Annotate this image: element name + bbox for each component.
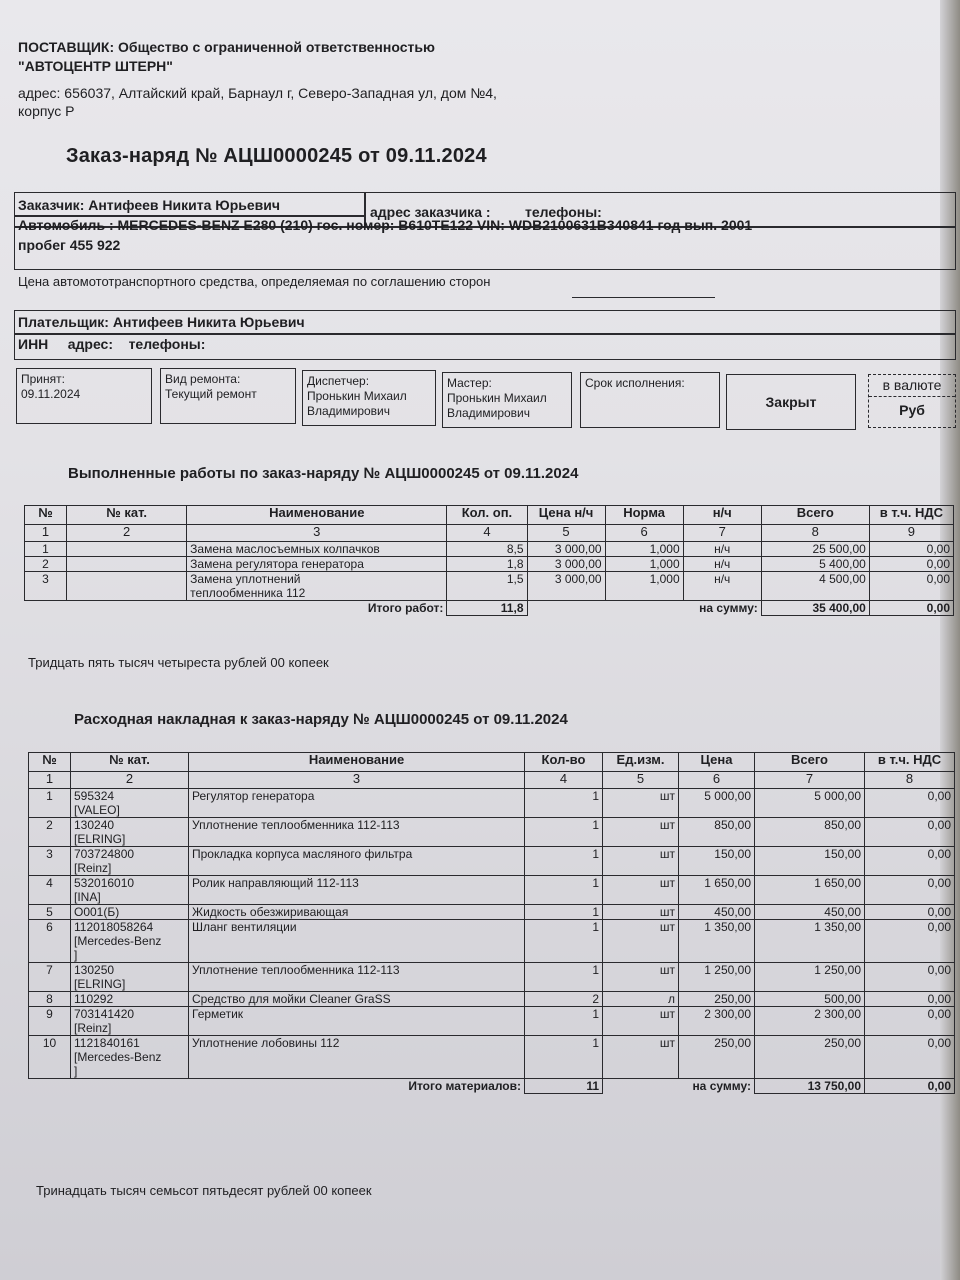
vat: 0,00 [865, 963, 955, 992]
col-number: 5 [527, 525, 605, 542]
total: 1 350,00 [755, 920, 865, 963]
vat: 0,00 [869, 557, 953, 572]
qty: 1 [525, 876, 603, 905]
row-number: 1 [29, 789, 71, 818]
material-name: Жидкость обезжиривающая [189, 905, 525, 920]
table-row [25, 557, 954, 572]
qty: 1 [525, 963, 603, 992]
total: 2 300,00 [755, 1007, 865, 1036]
dispatcher-box [302, 370, 436, 426]
materials-sum-total: 13 750,00 [755, 1079, 865, 1094]
works-total-row [25, 601, 954, 616]
dispatcher-value-1: Пронькин Михаил [307, 389, 407, 403]
row-number: 1 [25, 542, 67, 557]
vat: 0,00 [865, 920, 955, 963]
material-name: Уплотнение лобовины 112 [189, 1036, 525, 1079]
master-label: Мастер: [447, 376, 492, 390]
materials-sum-in-words: Тринадцать тысяч семьсот пятьдесят рублей 00 копеек [36, 1183, 372, 1198]
status-value: Закрыт [765, 393, 817, 410]
mileage: пробег 455 922 [18, 237, 121, 253]
qty: 8,5 [447, 542, 527, 557]
total: 450,00 [755, 905, 865, 920]
materials-total-row [29, 1079, 955, 1094]
works-col-header: Кол. оп. [447, 506, 527, 525]
supplier-line2: "АВТОЦЕНТР ШТЕРН" [18, 58, 173, 74]
unit: шт [603, 1036, 679, 1079]
total: 150,00 [755, 847, 865, 876]
works-sum-total: 35 400,00 [761, 601, 869, 616]
row-number: 2 [29, 818, 71, 847]
supplier-address-line2: корпус Р [18, 103, 75, 119]
works-col-header: № кат. [67, 506, 187, 525]
price: 2 300,00 [679, 1007, 755, 1036]
document-title: Заказ-наряд № АЦШ0000245 от 09.11.2024 [66, 145, 487, 167]
works-table [24, 505, 954, 616]
accepted-label: Принят: [21, 372, 65, 386]
total: 500,00 [755, 992, 865, 1007]
table-row [29, 920, 955, 963]
price: 3 000,00 [527, 542, 605, 557]
works-col-header: Норма [605, 506, 683, 525]
materials-col-header: № кат. [71, 753, 189, 772]
works-sum-label: на сумму: [699, 601, 758, 615]
price: 3 000,00 [527, 557, 605, 572]
deadline-box [580, 372, 720, 428]
catalog-number: 532016010 [INA] [71, 876, 189, 905]
material-name: Уплотнение теплообменника 112-113 [189, 818, 525, 847]
qty: 1 [525, 905, 603, 920]
works-sum-vat: 0,00 [869, 601, 953, 616]
table-row [29, 992, 955, 1007]
col-number: 8 [761, 525, 869, 542]
total: 5 000,00 [755, 789, 865, 818]
work-name: Замена маслосъемных колпачков [187, 542, 447, 557]
table-row [29, 876, 955, 905]
master-value-1: Пронькин Михаил [447, 391, 547, 405]
works-header-row [25, 506, 954, 525]
works-colnum-row [25, 525, 954, 542]
materials-col-header: Всего [755, 753, 865, 772]
price: 5 000,00 [679, 789, 755, 818]
qty: 1 [525, 920, 603, 963]
total: 1 650,00 [755, 876, 865, 905]
col-number: 1 [25, 525, 67, 542]
norm: 1,000 [605, 572, 683, 601]
currency-box [868, 374, 956, 428]
price: 250,00 [679, 992, 755, 1007]
vat: 0,00 [865, 876, 955, 905]
table-row [29, 818, 955, 847]
table-row [25, 572, 954, 601]
price: 1 350,00 [679, 920, 755, 963]
col-number: 2 [71, 772, 189, 789]
total: 25 500,00 [761, 542, 869, 557]
unit: шт [603, 905, 679, 920]
col-number: 8 [865, 772, 955, 789]
qty: 1 [525, 1036, 603, 1079]
qty: 1 [525, 847, 603, 876]
works-col-header: Всего [761, 506, 869, 525]
qty: 1,5 [447, 572, 527, 601]
unit: шт [603, 847, 679, 876]
materials-col-header: Ед.изм. [603, 753, 679, 772]
work-name: Замена регулятора генератора [187, 557, 447, 572]
unit: шт [603, 818, 679, 847]
row-number: 7 [29, 963, 71, 992]
price: 1 650,00 [679, 876, 755, 905]
master-box [442, 372, 572, 428]
unit: шт [603, 1007, 679, 1036]
col-number: 5 [603, 772, 679, 789]
supplier-block [18, 38, 638, 76]
row-number: 2 [25, 557, 67, 572]
works-total-qty: 11,8 [447, 601, 527, 616]
vat: 0,00 [865, 789, 955, 818]
table-row [29, 789, 955, 818]
materials-colnum-row [29, 772, 955, 789]
unit: шт [603, 963, 679, 992]
price-note: Цена автомототранспортного средства, определяемая по соглашению сторон [18, 274, 491, 289]
status-box [726, 374, 856, 430]
qty: 1 [525, 1007, 603, 1036]
works-col-header: Цена н/ч [527, 506, 605, 525]
works-col-header: Наименование [187, 506, 447, 525]
material-name: Шланг вентиляции [189, 920, 525, 963]
catalog-number: 703724800 [Reinz] [71, 847, 189, 876]
price: 450,00 [679, 905, 755, 920]
works-title: Выполненные работы по заказ-наряду № АЦШ0000245 от 09.11.2024 [68, 465, 579, 482]
col-number: 3 [189, 772, 525, 789]
price: 250,00 [679, 1036, 755, 1079]
col-number: 3 [187, 525, 447, 542]
total: 4 500,00 [761, 572, 869, 601]
row-number: 9 [29, 1007, 71, 1036]
work-name: Замена уплотнений теплообменника 112 [187, 572, 447, 601]
deadline-label: Срок исполнения: [585, 376, 685, 390]
unit: н/ч [683, 557, 761, 572]
catalog-number: 130250 [ELRING] [71, 963, 189, 992]
materials-title: Расходная накладная к заказ-наряду № АЦШ0000245 от 09.11.2024 [74, 711, 568, 728]
row-number: 3 [29, 847, 71, 876]
materials-total-label: Итого материалов: [408, 1079, 521, 1093]
dispatcher-value-2: Владимирович [307, 404, 391, 418]
currency-label: в валюте [869, 375, 955, 397]
total: 850,00 [755, 818, 865, 847]
materials-table [28, 752, 955, 1094]
col-number: 6 [605, 525, 683, 542]
table-row [29, 1036, 955, 1079]
dispatcher-label: Диспетчер: [307, 374, 370, 388]
supplier-address-line1: адрес: 656037, Алтайский край, Барнаул г, Северо-Западная ул, дом №4, [18, 85, 497, 101]
catalog-number: О001(Б) [71, 905, 189, 920]
payer-name: Плательщик: Антифеев Никита Юрьевич [18, 314, 305, 330]
table-row [29, 963, 955, 992]
price: 3 000,00 [527, 572, 605, 601]
table-row [29, 847, 955, 876]
row-number: 5 [29, 905, 71, 920]
materials-col-header: Наименование [189, 753, 525, 772]
unit: н/ч [683, 572, 761, 601]
works-col-header: в т.ч. НДС [869, 506, 953, 525]
vat: 0,00 [869, 572, 953, 601]
qty: 1 [525, 789, 603, 818]
material-name: Регулятор генератора [189, 789, 525, 818]
price: 150,00 [679, 847, 755, 876]
catalog-number: 595324 [VALEO] [71, 789, 189, 818]
col-number: 4 [447, 525, 527, 542]
signature-line [572, 297, 715, 298]
accepted-value: 09.11.2024 [21, 387, 81, 401]
supplier-address [18, 84, 638, 120]
row-number: 10 [29, 1036, 71, 1079]
materials-sum-label: на сумму: [692, 1079, 751, 1093]
vat: 0,00 [865, 818, 955, 847]
col-number: 7 [683, 525, 761, 542]
repair-type-value: Текущий ремонт [165, 387, 257, 401]
col-number: 6 [679, 772, 755, 789]
row-number: 3 [25, 572, 67, 601]
supplier-line1: ПОСТАВЩИК: Общество с ограниченной ответственностью [18, 39, 435, 55]
qty: 1,8 [447, 557, 527, 572]
catalog-number: 112018058264 [Mercedes-Benz ] [71, 920, 189, 963]
catalog-number [67, 542, 187, 557]
total: 5 400,00 [761, 557, 869, 572]
materials-sum-vat: 0,00 [865, 1079, 955, 1094]
norm: 1,000 [605, 542, 683, 557]
catalog-number [67, 557, 187, 572]
qty: 1 [525, 818, 603, 847]
catalog-number: 110292 [71, 992, 189, 1007]
works-total-label: Итого работ: [367, 601, 444, 615]
col-number: 4 [525, 772, 603, 789]
material-name: Прокладка корпуса масляного фильтра [189, 847, 525, 876]
vat: 0,00 [869, 542, 953, 557]
unit: шт [603, 920, 679, 963]
customer-name: Заказчик: Антифеев Никита Юрьевич [18, 197, 280, 213]
vat: 0,00 [865, 1007, 955, 1036]
table-row [29, 905, 955, 920]
norm: 1,000 [605, 557, 683, 572]
col-number: 7 [755, 772, 865, 789]
materials-header-row [29, 753, 955, 772]
vat: 0,00 [865, 847, 955, 876]
unit: л [603, 992, 679, 1007]
master-value-2: Владимирович [447, 406, 531, 420]
col-number: 1 [29, 772, 71, 789]
material-name: Ролик направляющий 112-113 [189, 876, 525, 905]
divider [14, 333, 956, 335]
accepted-box [16, 368, 152, 424]
row-number: 8 [29, 992, 71, 1007]
customer-phones-label: телефоны: [525, 204, 602, 220]
customer-address-label: адрес заказчика : [370, 204, 491, 220]
car-info: Автомобиль : MERCEDES-BENZ E280 (210) гос. номер: В610ТЕ122 VIN: WDB2100631B340841 год вып. 2001 [18, 217, 753, 233]
unit: н/ч [683, 542, 761, 557]
vat: 0,00 [865, 992, 955, 1007]
row-number: 4 [29, 876, 71, 905]
total: 1 250,00 [755, 963, 865, 992]
catalog-number [67, 572, 187, 601]
row-number: 6 [29, 920, 71, 963]
works-sum-in-words: Тридцать пять тысяч четыреста рублей 00 копеек [28, 655, 329, 670]
table-row [29, 1007, 955, 1036]
repair-type-label: Вид ремонта: [165, 372, 241, 386]
unit: шт [603, 876, 679, 905]
price: 850,00 [679, 818, 755, 847]
currency-value: Руб [899, 402, 925, 418]
unit: шт [603, 789, 679, 818]
catalog-number: 130240 [ELRING] [71, 818, 189, 847]
material-name: Уплотнение теплообменника 112-113 [189, 963, 525, 992]
material-name: Герметик [189, 1007, 525, 1036]
total: 250,00 [755, 1036, 865, 1079]
material-name: Средство для мойки Cleaner GraSS [189, 992, 525, 1007]
qty: 2 [525, 992, 603, 1007]
materials-col-header: № [29, 753, 71, 772]
materials-col-header: Цена [679, 753, 755, 772]
vat: 0,00 [865, 905, 955, 920]
works-col-header: № [25, 506, 67, 525]
catalog-number: 1121840161 [Mercedes-Benz ] [71, 1036, 189, 1079]
materials-col-header: в т.ч. НДС [865, 753, 955, 772]
materials-col-header: Кол-во [525, 753, 603, 772]
materials-total-qty: 11 [525, 1079, 603, 1094]
payer-inn-line: ИНН адрес: телефоны: [18, 336, 206, 352]
table-row [25, 542, 954, 557]
price: 1 250,00 [679, 963, 755, 992]
works-col-header: н/ч [683, 506, 761, 525]
col-number: 2 [67, 525, 187, 542]
catalog-number: 703141420 [Reinz] [71, 1007, 189, 1036]
col-number: 9 [869, 525, 953, 542]
repair-type-box [160, 368, 296, 424]
vat: 0,00 [865, 1036, 955, 1079]
